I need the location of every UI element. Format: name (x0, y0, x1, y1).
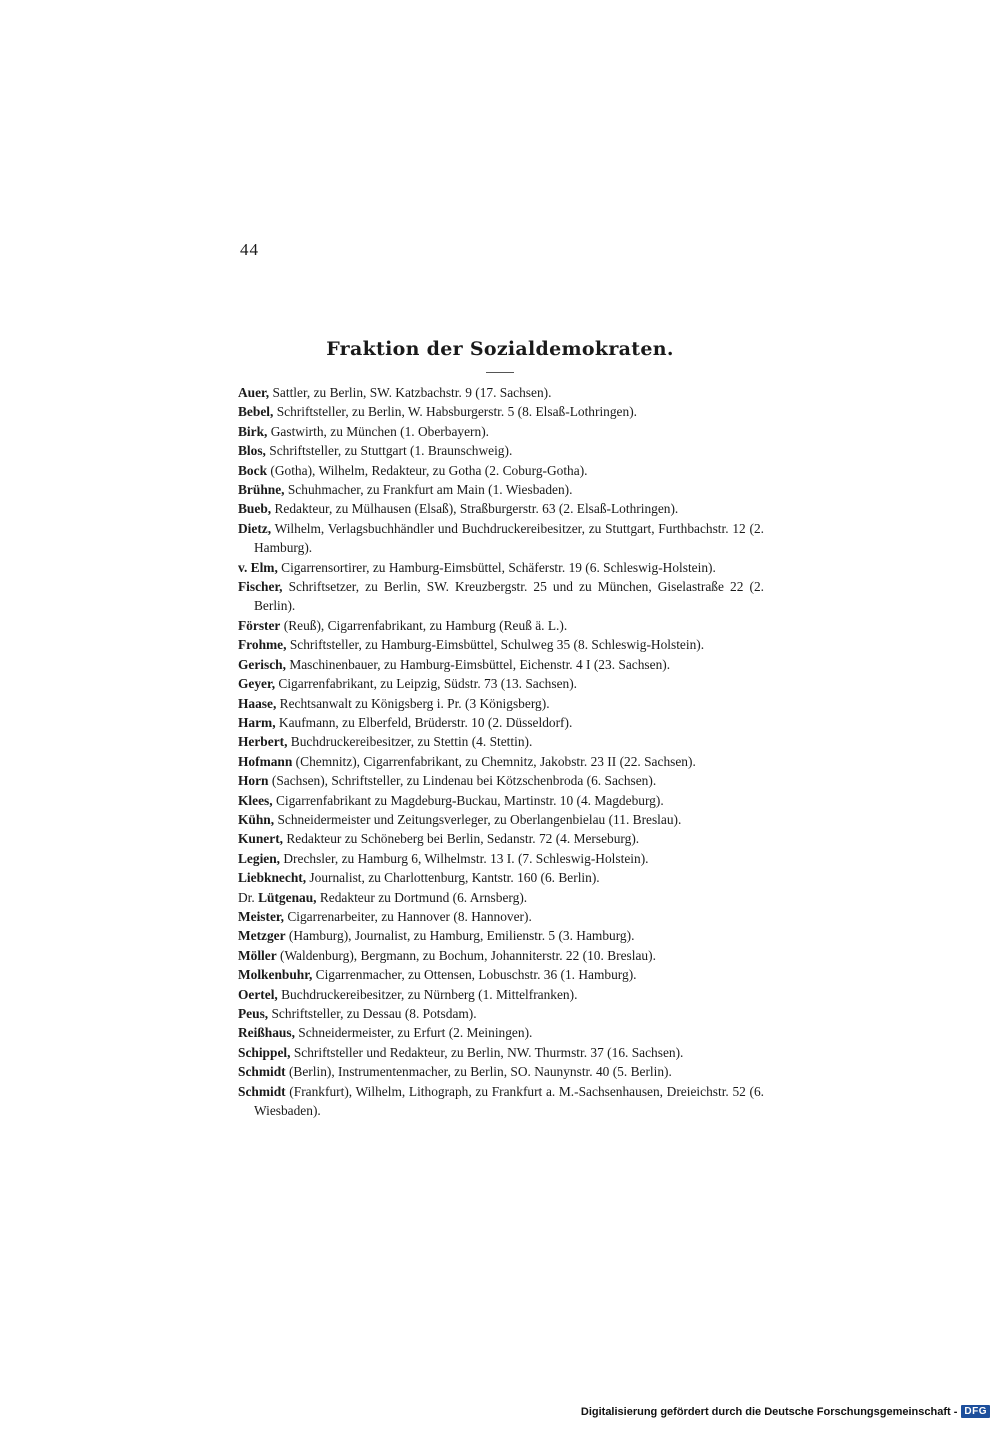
member-details: Schriftsteller und Redakteur, zu Berlin, NW. Thurmstr. 37 (16. Sachsen). (290, 1044, 684, 1060)
member-entry (238, 480, 764, 499)
member-details: (Waldenburg), Bergmann, zu Bochum, Johanniterstr. 22 (10. Breslau). (276, 947, 656, 963)
member-details: Schriftsteller, zu Berlin, W. Habsburgerstr. 5 (8. Elsaß-Lothringen). (273, 404, 638, 420)
member-name: Schmidt (238, 1083, 286, 1099)
member-entry (238, 674, 764, 693)
member-name: Birk, (238, 423, 268, 439)
member-name: Blos, (238, 443, 266, 459)
section-title: Fraktion der Sozialdemokraten. (326, 338, 674, 360)
member-details: Redakteur, zu Mülhausen (Elsaß), Straßburgerstr. 63 (2. Elsaß-Lothringen). (271, 501, 679, 517)
page-number: 44 (240, 240, 259, 259)
member-entry (238, 1082, 764, 1121)
member-entry (238, 829, 764, 848)
member-entry (238, 868, 764, 887)
member-name: Gerisch, (238, 656, 286, 672)
member-details: Redakteur zu Dortmund (6. Arnsberg). (316, 889, 528, 905)
member-name: Lütgenau, (258, 889, 317, 905)
member-details: Redakteur zu Schöneberg bei Berlin, Sedanstr. 72 (4. Merseburg). (283, 831, 640, 847)
member-details: Gastwirth, zu München (1. Oberbayern). (267, 423, 490, 439)
member-entry (238, 1062, 764, 1081)
member-entry (238, 519, 764, 558)
member-name: Kühn, (238, 811, 275, 827)
member-name: Kunert, (238, 831, 284, 847)
member-name: Meister, (238, 908, 284, 924)
title-divider (486, 372, 514, 373)
member-details: (Reuß), Cigarrenfabrikant, zu Hamburg (Reuß ä. L.). (280, 617, 568, 633)
member-details: Kaufmann, zu Elberfeld, Brüderstr. 10 (2. Düsseldorf). (275, 714, 573, 730)
footer-credit: Digitalisierung gefördert durch die Deutsche Forschungsgemeinschaft - (580, 1405, 958, 1418)
member-details: Rechtsanwalt zu Königsberg i. Pr. (3 Königsberg). (276, 695, 550, 711)
member-details: Sattler, zu Berlin, SW. Katzbachstr. 9 (17. Sachsen). (269, 385, 552, 400)
member-name: Legien, (238, 850, 281, 866)
member-details: (Frankfurt), Wilhelm, Lithograph, zu Frankfurt a. M.-Sachsenhausen, Dreieichstr. 52 (6. Wiesbaden). (254, 1083, 764, 1119)
member-entry (238, 985, 764, 1004)
member-name: Reißhaus, (238, 1025, 295, 1041)
member-name: Oertel, (238, 986, 278, 1002)
member-entry (238, 441, 764, 460)
member-entry (238, 810, 764, 829)
member-details: (Gotha), Wilhelm, Redakteur, zu Gotha (2. Coburg-Gotha). (267, 462, 588, 478)
member-entry (238, 888, 764, 907)
member-entry (238, 402, 764, 421)
member-entry (238, 383, 764, 402)
member-name: Förster (238, 617, 281, 633)
member-name: Möller (238, 947, 277, 963)
member-details: Schriftsteller, zu Stuttgart (1. Braunschweig). (265, 443, 513, 459)
member-entry (238, 965, 764, 984)
member-name: Dietz, (238, 520, 272, 536)
member-name: Brühne, (238, 482, 285, 498)
member-entry (238, 713, 764, 732)
member-entry (238, 946, 764, 965)
member-details: Journalist, zu Charlottenburg, Kantstr. 160 (6. Berlin). (306, 870, 600, 886)
member-entry (238, 849, 764, 868)
dfg-logo: DFG (961, 1405, 990, 1418)
member-entry (238, 499, 764, 518)
member-entry (238, 1043, 764, 1062)
member-name: Metzger (238, 928, 286, 944)
member-entry (238, 635, 764, 654)
member-details: Maschinenbauer, zu Hamburg-Eimsbüttel, Eichenstr. 4 I (23. Sachsen). (285, 656, 671, 672)
member-name: Frohme, (238, 637, 287, 653)
member-entry (238, 752, 764, 771)
member-entry (238, 926, 764, 945)
member-name: Auer, (238, 385, 270, 400)
member-name: Bock (238, 462, 268, 478)
member-details: Schriftsteller, zu Dessau (8. Potsdam). (268, 1006, 477, 1021)
member-details: Schneidermeister, zu Erfurt (2. Meiningen). (294, 1025, 533, 1041)
member-name: Molkenbuhr, (238, 967, 313, 983)
member-name: v. Elm, (238, 559, 278, 575)
member-entry (238, 771, 764, 790)
member-details: (Berlin), Instrumentenmacher, zu Berlin, SO. Naunynstr. 40 (5. Berlin). (285, 1064, 672, 1080)
member-entry (238, 558, 764, 577)
member-details: Schriftsteller, zu Hamburg-Eimsbüttel, Schulweg 35 (8. Schleswig-Holstein). (286, 637, 705, 653)
member-entry (238, 461, 764, 480)
member-name: Geyer, (238, 676, 276, 692)
member-details: (Sachsen), Schriftsteller, zu Lindenau bei Kötzschenbroda (6. Sachsen). (268, 773, 657, 789)
member-details: Cigarrenfabrikant, zu Leipzig, Südstr. 73 (13. Sachsen). (275, 676, 578, 692)
member-details: Buchdruckereibesitzer, zu Stettin (4. Stettin). (287, 734, 533, 750)
member-name: Schippel, (238, 1044, 291, 1060)
member-name: Schmidt (238, 1064, 286, 1080)
member-entry (238, 694, 764, 713)
member-name: Liebknecht, (238, 870, 307, 886)
member-details: Buchdruckereibesitzer, zu Nürnberg (1. Mittelfranken). (277, 986, 578, 1002)
member-entry (238, 791, 764, 810)
footer (581, 1405, 990, 1418)
member-entry (238, 732, 764, 751)
member-entry (238, 577, 764, 616)
member-entry (238, 907, 764, 926)
member-details: Cigarrenmacher, zu Ottensen, Lobuschstr. 36 (1. Hamburg). (312, 967, 637, 983)
member-details: Drechsler, zu Hamburg 6, Wilhelmstr. 13 I. (7. Schleswig-Holstein). (280, 850, 649, 866)
member-name: Klees, (238, 792, 273, 808)
member-details: (Hamburg), Journalist, zu Hamburg, Emilienstr. 5 (3. Hamburg). (285, 928, 635, 944)
member-name: Bebel, (238, 404, 274, 420)
member-details: (Chemnitz), Cigarrenfabrikant, zu Chemnitz, Jakobstr. 23 II (22. Sachsen). (292, 753, 696, 769)
member-details: Cigarrensortirer, zu Hamburg-Eimsbüttel, Schäferstr. 19 (6. Schleswig-Holstein). (277, 559, 716, 575)
member-details: Schneidermeister und Zeitungsverleger, zu Oberlangenbielau (11. Breslau). (274, 811, 682, 827)
member-details: Cigarrenarbeiter, zu Hannover (8. Hannover). (283, 908, 532, 924)
member-name: Fischer, (238, 579, 283, 595)
member-name: Peus, (238, 1006, 269, 1021)
member-name: Bueb, (238, 501, 272, 517)
member-details: Cigarrenfabrikant zu Magdeburg-Buckau, Martinstr. 10 (4. Magdeburg). (272, 792, 664, 808)
member-title-prefix: Dr. (238, 889, 259, 905)
member-entry (238, 1004, 764, 1023)
member-entry (238, 655, 764, 674)
member-name: Harm, (238, 714, 276, 730)
member-name: Horn (238, 773, 269, 789)
member-name: Herbert, (238, 734, 288, 750)
member-details: Schriftsetzer, zu Berlin, SW. Kreuzbergstr. 25 und zu München, Giselastraße 22 (2. Berlin). (254, 579, 764, 614)
member-entry (238, 616, 764, 635)
member-details: Schuhmacher, zu Frankfurt am Main (1. Wiesbaden). (284, 482, 573, 498)
member-name: Haase, (238, 695, 277, 711)
member-entry (238, 1023, 764, 1042)
member-entry (238, 422, 764, 441)
member-list (238, 383, 764, 1120)
member-details: Wilhelm, Verlagsbuchhändler und Buchdruckereibesitzer, zu Stuttgart, Furthbachstr. 12 (2. Hamburg). (254, 520, 764, 556)
member-name: Hofmann (238, 753, 293, 769)
